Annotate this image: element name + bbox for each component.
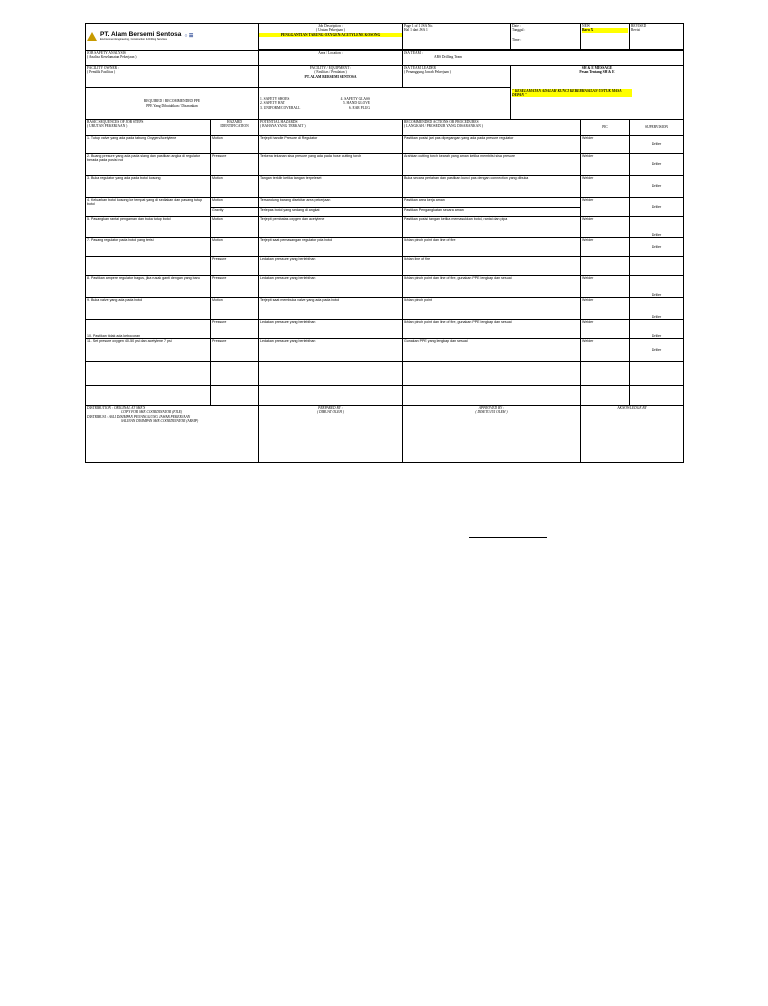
distribution-line: DISTRIBUTION : ORIGINAL AT SHE'S [87, 406, 146, 410]
col-steps-sublabel: ( URUTAN PEKERJAAN ) [87, 124, 128, 129]
acknowledged-by-cell [581, 406, 684, 463]
ppe-item: 6. EAR PLUG [348, 105, 370, 110]
new-cell [581, 24, 630, 50]
ppe-label: REQUIRED / RECOMMENDED PPE [143, 99, 201, 104]
hazard-cell: Gravity [211, 208, 259, 217]
action-cell: Gunakan PPE yang lengkap dan sesuai [403, 339, 581, 362]
ppe-item: 1. SAFETY SHOES [260, 97, 290, 102]
hazard-cell: Motion [211, 176, 259, 198]
supervision-cell: Driller [630, 276, 684, 298]
col-header-hazard [211, 120, 259, 136]
distribution-cell [86, 406, 259, 463]
potential-cell: Terjepit handle Presure di Regulator [259, 136, 403, 154]
pic-cell: Welder [581, 217, 630, 238]
page-number-sublabel: Hal 1 dari JSA 1 [404, 28, 428, 33]
table-row [86, 320, 684, 339]
col-actions-sublabel: ( LANGKAH / PROSEDUR YANG DISARANKAN ) [404, 124, 483, 129]
action-cell: Ikhlan pinch point dan line of fire, gunakan PPE lengkap dan sesuai [403, 276, 581, 298]
facility-owner-sublabel: ( Pemilik Fasilitas ) [87, 70, 116, 75]
distribution-line: COPY FOR SHE COORDINATOR (FILE) [121, 410, 183, 415]
pic-cell: Welder [581, 320, 630, 339]
company-tagline: Environment Engineering, Construction & Drilling Services [100, 38, 167, 41]
pic-cell: Welder [581, 198, 630, 217]
jsa-team-label: JSA TEAM : [404, 51, 423, 55]
hazard-cell: Pressure [211, 154, 259, 176]
pic-cell: Welder [581, 276, 630, 298]
col-hazard-label: HAZARD [227, 120, 242, 124]
potential-cell: Ledakan pressure yang berlebihan [259, 276, 403, 298]
pic-cell: Welder [581, 339, 630, 362]
date-label: Date : [512, 24, 521, 28]
col-steps-label: BASIC SEQUENCES OF JOB STEPS [87, 120, 144, 124]
potential-cell: Ledakan pressure yang berlebihan [259, 320, 403, 339]
col-potential-sublabel: ( BAHAYA YANG TERKAIT ) [260, 124, 306, 129]
revised-checkbox[interactable]: Revisi [631, 28, 641, 33]
job-description-sublabel: ( Uraian Pekerjaan ) [315, 28, 346, 33]
action-cell: Ikhlan pinch point dan line of fire [403, 238, 581, 257]
prepared-by-cell [259, 406, 403, 463]
team-leader-cell [403, 66, 511, 88]
potential-cell: Ledakan pressure yang berlebihan [259, 339, 403, 362]
team-leader-label: JSA TEAM LEADER [404, 66, 436, 70]
she-message-cell [511, 66, 684, 88]
hazard-cell: Motion [211, 238, 259, 257]
step-cell: 11. Set presure oxygen 40-50 psi dan acetylene 7 psi [86, 339, 211, 362]
page-number-cell [403, 24, 511, 50]
col-header-supervision [630, 120, 684, 136]
facility-owner-label: FACILITY OWNER : [87, 66, 119, 70]
facility-equipment-cell [259, 66, 403, 88]
pic-cell: Welder [581, 136, 630, 154]
table-row [86, 298, 684, 320]
col-header-potential [259, 120, 403, 136]
facility-equipment-label: FACILITY / EQUIPMENT : [309, 66, 352, 70]
action-cell: Arahkan cutting torch kearah yang aman ketika membitsi sisa presure [403, 154, 581, 176]
supervision-cell: Driller [630, 339, 684, 362]
table-row [86, 238, 684, 257]
prepared-by-sublabel: ( DIBUAT OLEH ) [316, 410, 345, 415]
col-potential-label: POTENTIAL HAZARDS [260, 120, 298, 124]
hazard-cell: Motion [211, 198, 259, 208]
ppe-label-cell [86, 88, 259, 120]
table-row [86, 362, 684, 386]
company-mark-icon: ○ ☰ [184, 32, 194, 39]
approved-by-sublabel: ( DISETUJUI OLEH ) [475, 410, 508, 415]
pic-cell [581, 257, 630, 276]
jsa-team-cell [403, 51, 684, 66]
col-supervision-label: SUPERVISION [644, 125, 669, 130]
she-message-text: " KESELAMATAN ADALAH KUNCI KEBERHASILAN UNTUK MASA DEPAN " [512, 89, 632, 98]
team-leader-sublabel: ( Penanggung Jawab Pekerjaan ) [404, 70, 451, 75]
supervision-cell: Driller [630, 136, 684, 154]
table-row [86, 217, 684, 238]
potential-cell: Terjepit saat pemasangan regulator pda botol [259, 238, 403, 257]
step-cell: 4. Keluarkan botol kosong ke tempat yang di sediakan dan pasang tutup botol [86, 198, 211, 217]
table-row [86, 386, 684, 406]
step-cell: 2. Buang presure yang ada pada slang dan pastikan angka di regulator berada pada posisi nol [86, 154, 211, 176]
action-cell: Buka secara perlahan dan pastikan kunci pas dengan connection yang dibuka [403, 176, 581, 198]
supervision-cell [630, 257, 684, 276]
jsa-table [85, 23, 684, 463]
supervision-cell: Driller [630, 176, 684, 198]
distribution-line: DISTRIBUSI : ASLI DISIMPAN PENANGGUNG JAWAB PEKERJAAN [87, 414, 191, 419]
step-cell: 10. Pastikan tidak ada kebocoran [86, 320, 211, 339]
col-header-steps [86, 120, 211, 136]
step-cell: 5. Pasangkan rantai pengaman dan buka tutup botol [86, 217, 211, 238]
acknowledged-by-label: AKNOWLEDGE BY [617, 406, 647, 410]
job-title: PENGGANTIAN TABUNG OXYGEN/ACETYLENE KOSONG [259, 33, 402, 37]
col-pic-label: PIC [602, 125, 608, 130]
company-logo-cell [86, 24, 259, 51]
step-cell: 3. Buka regulator yang ada pada botol kosong [86, 176, 211, 198]
pic-cell: Welder [581, 238, 630, 257]
action-cell: Pastikan area kerja aman [403, 198, 581, 208]
potential-cell: Tersandung barang disekitar area pekerjaan [259, 198, 403, 208]
table-row [86, 154, 684, 176]
supervision-cell: Driller [630, 154, 684, 176]
table-row [86, 176, 684, 198]
potential-cell: Terlepas botol yang sedang di angkat [259, 208, 403, 217]
facility-equipment-sublabel: ( Fasilitas / Peralatan ) [314, 70, 347, 75]
she-message-sublabel: Pesan Tentang SH & E [579, 70, 615, 75]
ppe-item: 5. HAND GLOVE [342, 101, 370, 106]
job-description-cell [259, 24, 403, 50]
table-row [86, 276, 684, 298]
jsa-title-cell [86, 51, 259, 66]
potential-cell: Terjepit pembatas oxygen dan acetylene [259, 217, 403, 238]
pic-cell: Welder [581, 154, 630, 176]
supervision-cell: Driller [630, 238, 684, 257]
facility-owner-cell [86, 66, 259, 88]
page-number-label: Page 1 of 1 JSA No. [404, 24, 434, 28]
action-cell: Ikhlan line of fire [403, 257, 581, 276]
jsa-team-value: ABS Drilling Team [434, 55, 463, 60]
step-cell: 1. Tutup valve yang ada pada tabung Oxygen/Acetylene [86, 136, 211, 154]
table-row [86, 339, 684, 362]
step-cell: 7. Pasang regulator pada botol yang terisi [86, 238, 211, 257]
step-cell [86, 257, 211, 276]
potential-cell: Terjepit saat membuka valve yang ada pada botol [259, 298, 403, 320]
distribution-line: SALINAN DISIMPAN SHE COORDINATOR (ARSIP) [121, 418, 199, 423]
supervision-cell: Driller [630, 198, 684, 217]
job-description-label: Job Description : [318, 24, 343, 28]
ppe-sublabel: PPE Yang Dibutuhkan / Disarankan [146, 103, 198, 108]
jsa-subtitle: ( Analisa Keselamatan Pekerjaan ) [87, 55, 137, 60]
action-cell: Ikhlan pinch point [403, 298, 581, 320]
date-cell [511, 24, 581, 50]
ppe-item: 4. SAFETY GLASS [340, 97, 370, 102]
col-header-actions [403, 120, 581, 136]
company-name: PT. Alam Bersemi Sentosa [100, 31, 182, 38]
hazard-cell: Motion [211, 298, 259, 320]
supervision-cell: Driller [630, 298, 684, 320]
pic-cell: Welder [581, 298, 630, 320]
new-checkbox[interactable]: Baru X [582, 28, 628, 32]
ppe-item: 2. SAFETY HAT [260, 101, 285, 106]
hazard-cell: Motion [211, 217, 259, 238]
supervision-cell: Driller [630, 217, 684, 238]
new-label: NEW [582, 24, 591, 28]
jsa-title: JOB SAFETY ANALYSIS [87, 51, 126, 55]
hazard-cell: Pressure [211, 276, 259, 298]
area-location-label: Area / Location : [318, 51, 343, 55]
action-cell: Pastikan posisi tangan ketika memasukkan botol, rantai dan pipa [403, 217, 581, 238]
potential-cell: Ledakan pressure yang berlebihan [259, 257, 403, 276]
revised-cell [630, 24, 684, 50]
prepared-by-label: PREPARED BY : [318, 406, 343, 410]
date-sublabel: Tanggal : [512, 28, 526, 33]
col-hazard-sublabel: IDENTIFICATION [220, 124, 249, 129]
step-cell: 8. Pastikan ampere regulator bagus, jika rusak ganti dengan yang baru [86, 276, 211, 298]
potential-cell: Terkena tekanan sisa presure yang ada pada hose cutting torch [259, 154, 403, 176]
approved-by-cell [403, 406, 581, 463]
action-cell: Pastikan Pengangkatan secara aman [403, 208, 581, 217]
facility-value: PT. ALAM BERSEMI SENTOSA [304, 74, 357, 79]
she-message-body-cell [511, 88, 684, 120]
jsa-form [85, 23, 683, 463]
action-cell: Ikhlan pinch point dan line of fire, gunakan PPE lengkap dan sesuai [403, 320, 581, 339]
supervision-cell: Driller [630, 320, 684, 339]
col-actions-label: RECOMMENDED ACTIONS OR PROCEDURES [404, 120, 479, 124]
ppe-items-cell [259, 88, 511, 120]
time-label: Time : [512, 37, 522, 42]
signature-line [469, 537, 547, 538]
she-message-label: SH & E MESSAGE [581, 66, 613, 70]
hazard-cell: Pressure [211, 257, 259, 276]
table-row [86, 257, 684, 276]
table-row [86, 198, 684, 208]
company-logo-icon [87, 32, 97, 41]
hazard-cell: Motion [211, 136, 259, 154]
area-location-cell [259, 51, 403, 66]
footer-row [86, 406, 684, 463]
approved-by-label: APPROVED BY : [478, 406, 505, 410]
revised-label: REVISED [631, 24, 647, 28]
potential-cell: Tangan terkilir ketika tangan terpeleset [259, 176, 403, 198]
table-row [86, 136, 684, 154]
pic-cell: Welder [581, 176, 630, 198]
col-header-pic [581, 120, 630, 136]
ppe-item: 3. UNIFORM/COVERALL [260, 105, 301, 110]
hazard-cell: Pressure [211, 320, 259, 339]
action-cell: Pastikan posisi jari pas dipegangan yang ada pada presure regulator [403, 136, 581, 154]
step-cell: 9. Buka valve yang ada pada botol [86, 298, 211, 320]
hazard-cell: Pressure [211, 339, 259, 362]
